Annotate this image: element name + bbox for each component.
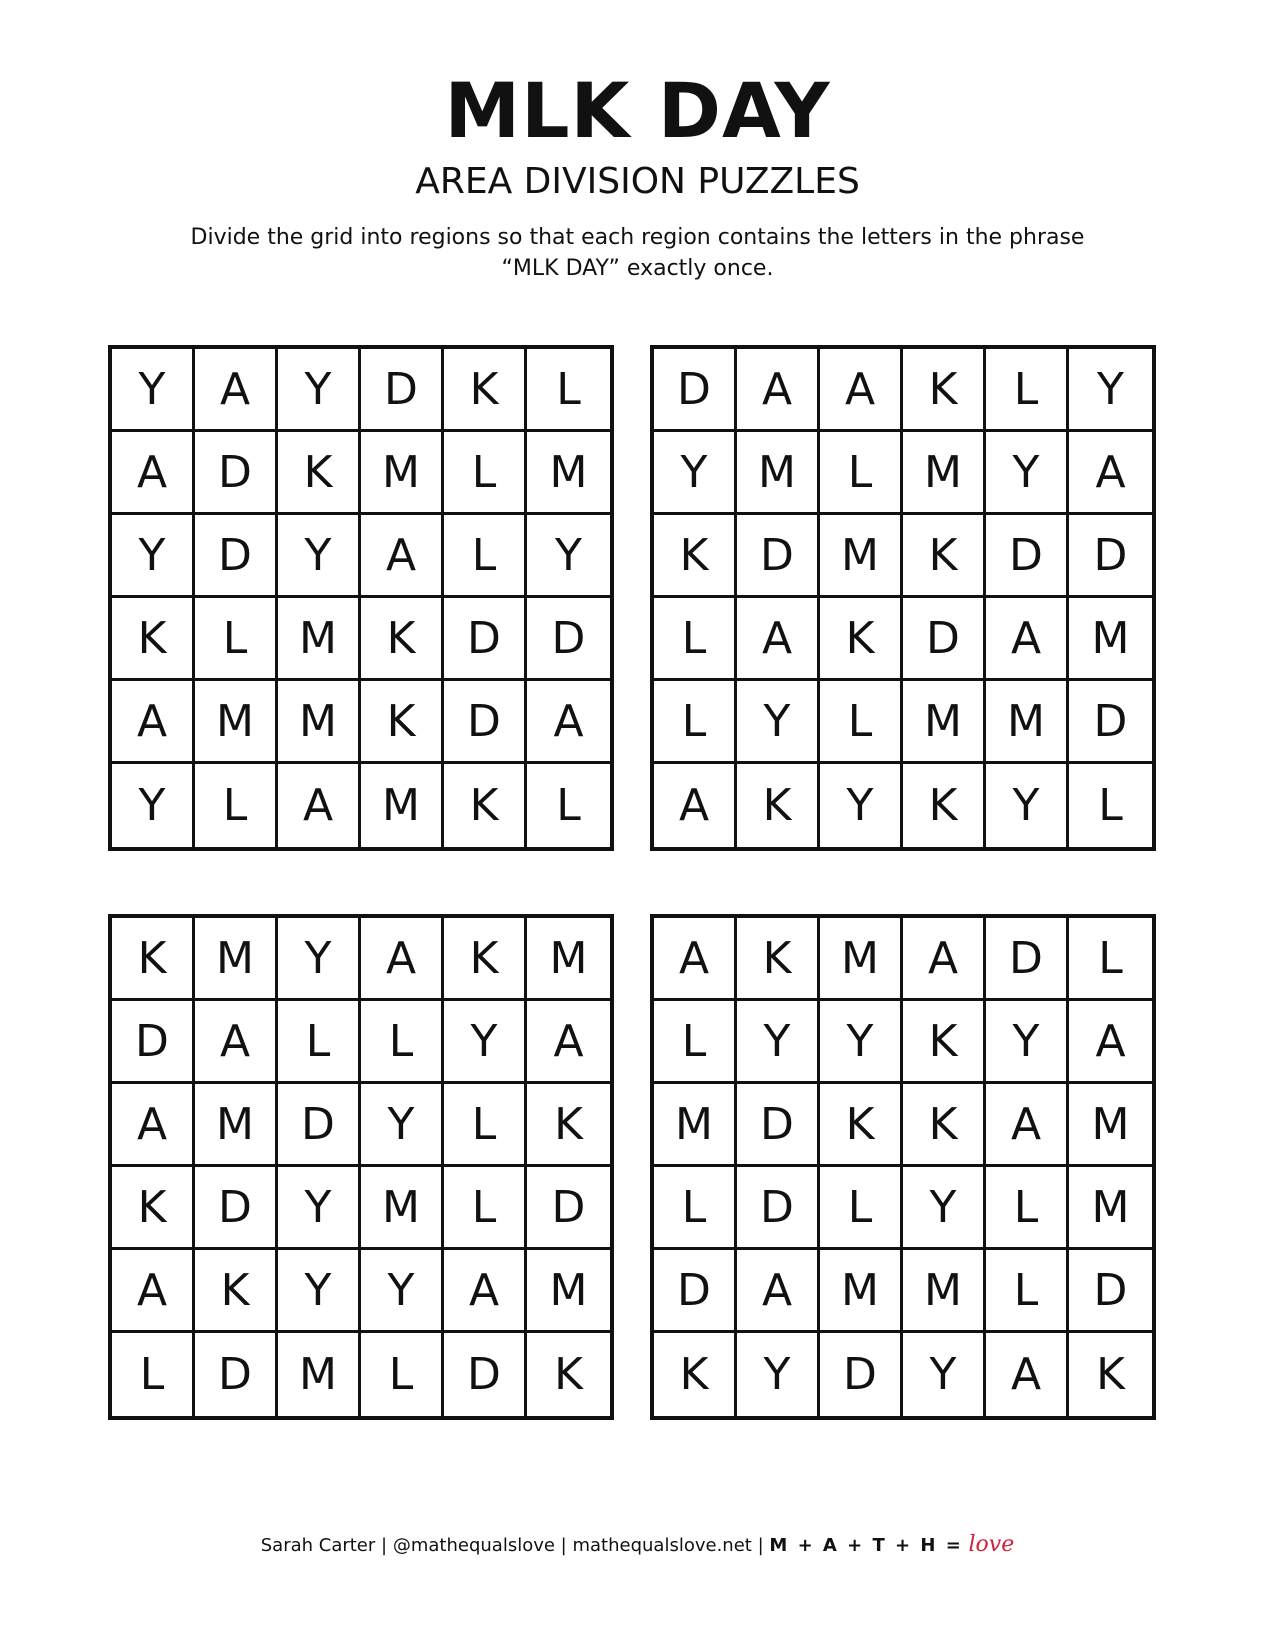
grid-cell[interactable]: Y	[903, 1167, 986, 1250]
grid-cell[interactable]: A	[903, 918, 986, 1001]
grid-cell[interactable]: L	[986, 1250, 1069, 1333]
grid-cell[interactable]: D	[527, 598, 610, 681]
grid-cell[interactable]: K	[112, 1167, 195, 1250]
grid-cell[interactable]: L	[361, 1001, 444, 1084]
grid-cell[interactable]: Y	[278, 1250, 361, 1333]
grid-cell[interactable]: D	[195, 1333, 278, 1416]
puzzle-grid-1	[108, 345, 614, 851]
grid-cell[interactable]: Y	[737, 1001, 820, 1084]
grid-cell[interactable]: Y	[361, 1250, 444, 1333]
grid-cell[interactable]: K	[903, 1084, 986, 1167]
grid-cell[interactable]: K	[820, 1084, 903, 1167]
grid-cell[interactable]: D	[1069, 1250, 1152, 1333]
footer-brand: M + A + T + H =	[769, 1535, 963, 1556]
grid-cell[interactable]: L	[654, 1001, 737, 1084]
grid-cell[interactable]: Y	[112, 515, 195, 598]
grid-cell[interactable]: D	[986, 918, 1069, 1001]
grid-cell[interactable]: M	[527, 432, 610, 515]
grid-cell[interactable]: Y	[737, 681, 820, 764]
grid-cell[interactable]: K	[554, 1349, 583, 1400]
grid-cell[interactable]: D	[195, 1167, 278, 1250]
grid-cell[interactable]: L	[195, 598, 278, 681]
grid-cell[interactable]: Y	[820, 1001, 903, 1084]
grid-cell[interactable]: M	[1069, 1084, 1152, 1167]
grid-cell[interactable]: D	[278, 1084, 361, 1167]
grid-cell[interactable]: Y	[112, 349, 195, 432]
grid-cell[interactable]: A	[654, 764, 737, 847]
grid-cell[interactable]: L	[361, 1333, 444, 1416]
grid-cell[interactable]: M	[195, 918, 278, 1001]
grid-cell[interactable]: M	[361, 1167, 444, 1250]
grid-cell[interactable]: D	[444, 1333, 527, 1416]
grid-cell[interactable]: K	[903, 515, 986, 598]
grid-cell[interactable]: M	[361, 432, 444, 515]
footer	[0, 1532, 1275, 1559]
grid-cell[interactable]: L	[444, 432, 527, 515]
grid-cell[interactable]: K	[195, 1250, 278, 1333]
grid-cell[interactable]: Y	[986, 1001, 1069, 1084]
grid-cell[interactable]: M	[986, 681, 1069, 764]
grid-cell[interactable]: Y	[112, 764, 195, 847]
grid-cell[interactable]: L	[820, 432, 903, 515]
grid-cell[interactable]: L	[654, 1167, 737, 1250]
grid-cell[interactable]: M	[903, 681, 986, 764]
grid-cell[interactable]: D	[195, 515, 278, 598]
grid-cell[interactable]: L	[195, 764, 278, 847]
grid-cell[interactable]: K	[112, 598, 195, 681]
grid-cell[interactable]: K	[737, 764, 820, 847]
grid-cell[interactable]: D	[820, 1333, 903, 1416]
grid-cell[interactable]: K	[527, 1084, 610, 1167]
grid-cell[interactable]: A	[654, 918, 737, 1001]
grid-cell[interactable]: D	[444, 681, 527, 764]
grid-cell[interactable]: A	[361, 515, 444, 598]
grid-cell[interactable]: M	[820, 918, 903, 1001]
grid-cell[interactable]: L	[112, 1333, 195, 1416]
grid-cell[interactable]: M	[1069, 598, 1152, 681]
grid-cell[interactable]: A	[195, 1001, 278, 1084]
grid-cell[interactable]: A	[112, 1250, 195, 1333]
page-subtitle: AREA DIVISION PUZZLES	[415, 161, 860, 202]
grid-cell[interactable]: Y	[527, 515, 610, 598]
grid-cell[interactable]: D	[112, 1001, 195, 1084]
grid-cell[interactable]: D	[527, 1167, 610, 1250]
grid-cell[interactable]: M	[903, 432, 986, 515]
grid-cell[interactable]: A	[986, 1333, 1069, 1416]
grid-cell[interactable]: K	[903, 1001, 986, 1084]
grid-cell[interactable]: A	[195, 349, 278, 432]
grid-cell[interactable]: L	[820, 681, 903, 764]
grid-cell[interactable]: A	[737, 349, 820, 432]
grid-cell[interactable]: M	[361, 764, 444, 847]
grid-cell[interactable]: K	[444, 918, 527, 1001]
grid-cell[interactable]: Y	[654, 432, 737, 515]
grid-cell[interactable]: Y	[820, 764, 903, 847]
footer-author: Sarah Carter	[260, 1535, 376, 1556]
grid-cell[interactable]: Y	[278, 515, 361, 598]
grid-cell[interactable]: K	[737, 918, 820, 1001]
grid-cell[interactable]: D	[654, 1250, 737, 1333]
footer-separator: |	[560, 1535, 567, 1556]
grid-cell[interactable]: A	[737, 1250, 820, 1333]
puzzle-grid-4	[650, 914, 1156, 1420]
grid-cell[interactable]: K	[1096, 1349, 1125, 1400]
grid-cell[interactable]: M	[278, 598, 361, 681]
grid-cell[interactable]: L	[527, 349, 610, 432]
grid-cell[interactable]: Y	[1069, 349, 1152, 432]
grid-cell[interactable]: A	[737, 598, 820, 681]
grid-cell[interactable]: A	[820, 349, 903, 432]
grid-cell[interactable]: D	[737, 515, 820, 598]
grid-cell[interactable]: L	[820, 1167, 903, 1250]
grid-cell[interactable]: Y	[986, 764, 1069, 847]
footer-separator: |	[381, 1535, 388, 1556]
grid-cell[interactable]: D	[1069, 515, 1152, 598]
grid-cell[interactable]: Y	[444, 1001, 527, 1084]
grid-cell[interactable]: K	[361, 598, 444, 681]
grid-cell[interactable]: D	[444, 598, 527, 681]
grid-cell[interactable]: L	[986, 349, 1069, 432]
grid-cell[interactable]: M	[737, 432, 820, 515]
grid-cell[interactable]: L	[444, 515, 527, 598]
grid-cell[interactable]: L	[1098, 780, 1123, 831]
grid-cell[interactable]: Y	[986, 432, 1069, 515]
grid-cell[interactable]: D	[1069, 681, 1152, 764]
grid-cell[interactable]: Y	[737, 1333, 820, 1416]
footer-separator: |	[757, 1535, 764, 1556]
grid-cell[interactable]: Y	[278, 918, 361, 1001]
grid-cell[interactable]: A	[278, 764, 361, 847]
page-title: MLK DAY	[444, 66, 831, 155]
instructions-text: Divide the grid into regions so that each region contains the letters in the phrase “MLK DAY” exactly once.	[190, 225, 1085, 281]
grid-cell[interactable]: M	[654, 1084, 737, 1167]
grid-cell[interactable]: D	[903, 598, 986, 681]
grid-cell[interactable]: M	[195, 681, 278, 764]
grid-cell[interactable]: A	[527, 1001, 610, 1084]
grid-cell[interactable]: A	[361, 918, 444, 1001]
puzzle-grid-2	[650, 345, 1156, 851]
grid-cell[interactable]: K	[444, 764, 527, 847]
grid-cell[interactable]: M	[278, 681, 361, 764]
grid-cell[interactable]: D	[737, 1084, 820, 1167]
puzzle-grid-3	[108, 914, 614, 1420]
grid-cell[interactable]: K	[903, 764, 986, 847]
grid-cell[interactable]: L	[278, 1001, 361, 1084]
grid-cell[interactable]: K	[903, 349, 986, 432]
grid-cell[interactable]: K	[278, 432, 361, 515]
grid-cell[interactable]: Y	[903, 1333, 986, 1416]
grid-cell[interactable]: L	[1069, 918, 1152, 1001]
grid-cell[interactable]: Y	[278, 1167, 361, 1250]
grid-cell[interactable]: K	[820, 598, 903, 681]
grid-cell[interactable]: M	[1069, 1167, 1152, 1250]
grid-cell[interactable]: M	[820, 1250, 903, 1333]
grid-cell[interactable]: A	[527, 681, 610, 764]
grid-cell[interactable]: A	[1069, 432, 1152, 515]
grid-cell[interactable]: M	[903, 1250, 986, 1333]
grid-cell[interactable]: M	[527, 1250, 610, 1333]
footer-handle: @mathequalslove	[392, 1535, 555, 1556]
grid-cell[interactable]: D	[195, 432, 278, 515]
grid-cell[interactable]: A	[444, 1250, 527, 1333]
grid-cell[interactable]: A	[1069, 1001, 1152, 1084]
grid-cell[interactable]: M	[527, 918, 610, 1001]
grid-cell[interactable]: A	[112, 432, 195, 515]
grid-cell[interactable]: D	[361, 349, 444, 432]
grid-cell[interactable]: L	[654, 681, 737, 764]
grid-cell[interactable]: A	[986, 598, 1069, 681]
grid-cell[interactable]: Y	[278, 349, 361, 432]
grid-cell[interactable]: Y	[361, 1084, 444, 1167]
grid-cell[interactable]: K	[112, 918, 195, 1001]
grid-cell[interactable]: K	[654, 515, 737, 598]
grid-cell[interactable]: D	[986, 515, 1069, 598]
footer-brand-love: love	[968, 1532, 1015, 1557]
grid-cell[interactable]: L	[556, 780, 581, 831]
grid-cell[interactable]: K	[654, 1333, 737, 1416]
grid-cell[interactable]: L	[444, 1084, 527, 1167]
grid-cell[interactable]: M	[820, 515, 903, 598]
grid-cell[interactable]: L	[444, 1167, 527, 1250]
grid-cell[interactable]: M	[195, 1084, 278, 1167]
grid-cell[interactable]: D	[737, 1167, 820, 1250]
grid-cell[interactable]: A	[986, 1084, 1069, 1167]
grid-cell[interactable]: K	[444, 349, 527, 432]
grid-cell[interactable]: L	[986, 1167, 1069, 1250]
grid-cell[interactable]: M	[278, 1333, 361, 1416]
grid-cell[interactable]: A	[112, 681, 195, 764]
grid-cell[interactable]: A	[112, 1084, 195, 1167]
footer-website: mathequalslove.net	[572, 1535, 752, 1556]
grid-cell[interactable]: D	[654, 349, 737, 432]
grid-cell[interactable]: K	[361, 681, 444, 764]
grid-cell[interactable]: L	[654, 598, 737, 681]
